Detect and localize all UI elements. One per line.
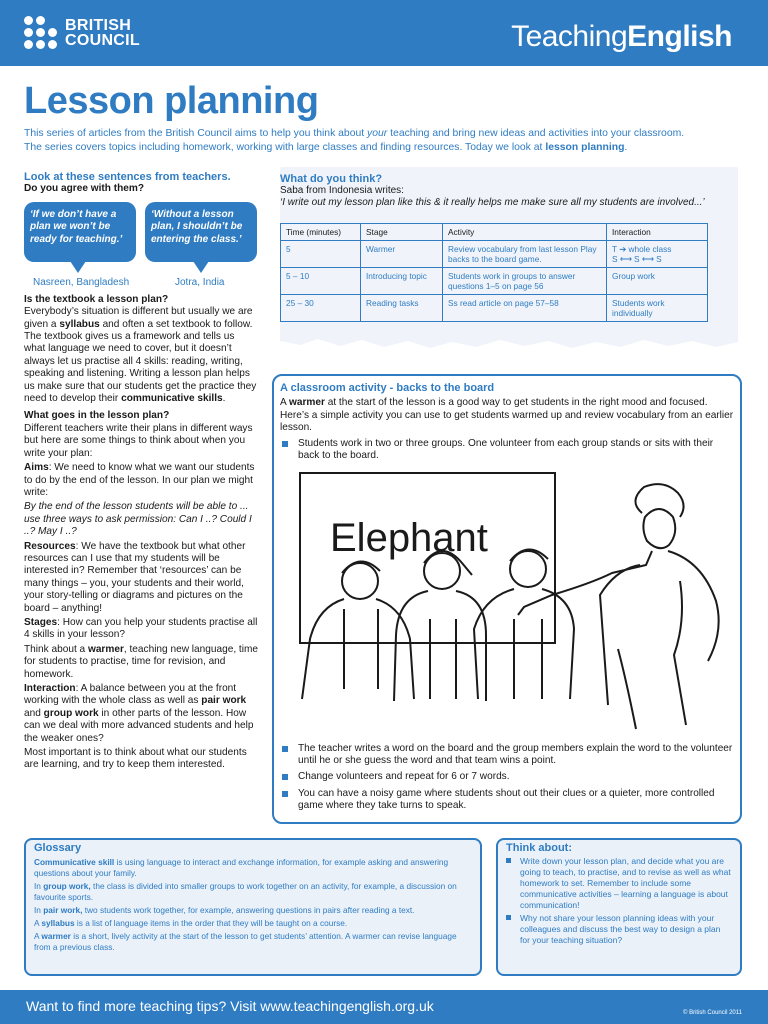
cell-time: 5 – 10 bbox=[281, 268, 361, 295]
glossary-entry: A syllabus is a list of language items in the order that they will be taught on a course. bbox=[34, 918, 348, 928]
activity-bullet: The teacher writes a word on the board and the group members explain the word to the volunteer until he or she guess the word and that team wins a point. bbox=[280, 743, 734, 768]
glossary-entry: A warmer is a short, lively activity at the start of the lesson to get students’ attention. A warmer can revise language from a previous class. bbox=[34, 931, 457, 952]
cell-activity: Ss read article on page 57–58 bbox=[443, 295, 607, 322]
cell-interaction: Group work bbox=[607, 268, 708, 295]
what-do-you-think-panel bbox=[280, 167, 738, 353]
glossary-entry: In pair work, two students work together, for example, answering questions in pairs after reading a text. bbox=[34, 905, 415, 915]
saba-quote: ‘I write out my lesson plan like this & it really helps me make sure all my students are involved...’ bbox=[280, 197, 705, 208]
paragraph-stages: Stages: How can you help your students practise all 4 skills in your lesson? bbox=[24, 616, 258, 641]
paragraph-warmer: Think about a warmer, teaching new language, time for students to practise, time for revision, and homework. bbox=[24, 643, 259, 680]
bullet-square-icon bbox=[282, 441, 288, 447]
glossary-entry: In group work, the class is divided into smaller groups to work together on an activity, for example, a discussion on favourite sports. bbox=[34, 881, 457, 902]
table-row bbox=[281, 295, 708, 322]
question-textbook: Is the textbook a lesson plan? bbox=[24, 293, 169, 305]
intro-text: This series of articles from the British Council aims to help you think about your teaching and bring new ideas and activities into your classroom. The series covers topics including homework, working with large classes and finding resources. Today we look at lesson planning. bbox=[24, 128, 685, 153]
column-header-activity: Activity bbox=[443, 224, 607, 241]
think-about-bullet: Why not share your lesson planning ideas with your colleagues and discuss the best way to design a plan for your teaching situation? bbox=[506, 913, 732, 946]
speech-bubbles bbox=[24, 202, 258, 294]
bullet-square-icon bbox=[506, 858, 511, 863]
saba-intro: Saba from Indonesia writes: bbox=[280, 185, 404, 196]
cell-time: 5 bbox=[281, 241, 361, 268]
teachers-subheading: Do you agree with them? bbox=[24, 183, 145, 195]
table-header-row bbox=[281, 224, 708, 241]
classroom-activity-panel bbox=[272, 374, 742, 824]
header-bar bbox=[0, 0, 768, 66]
footer-bar bbox=[0, 990, 768, 1024]
glossary-entry: Communicative skill is using language to interact and exchange information, for example asking and answering questions about your family. bbox=[34, 857, 449, 878]
what-do-you-think-heading: What do you think? bbox=[280, 173, 383, 185]
bullet-square-icon bbox=[282, 791, 288, 797]
paragraph-textbook: Everybody’s situation is different but usually we are given a syllabus and often a set textbook to follow. The textbook gives us a framework and tells us what language we need to cover, but it doesn’t always let us practise all 4 skills: reading, writing, speaking and listening. Writing a lesson plan helps us make sure that our students get the practice they need to develop their communicative skills. bbox=[24, 306, 257, 405]
torn-paper-edge bbox=[280, 333, 738, 353]
page-title: Lesson planning bbox=[24, 80, 319, 122]
paragraph-plans: Different teachers write their plans in different ways but here are some things to think about when you write your plan: bbox=[24, 422, 253, 459]
left-column bbox=[24, 171, 258, 774]
bullet-square-icon bbox=[282, 774, 288, 780]
speech-bubble-nasreen: ‘If we don’t have a plan we won’t be ready for teaching.’ bbox=[24, 202, 136, 262]
column-header-stage: Stage bbox=[361, 224, 443, 241]
question-lesson-plan: What goes in the lesson plan? bbox=[24, 410, 170, 422]
think-about-bullet: Write down your lesson plan, and decide what you are going to teach, to practise, and to revise as well as what homework to set. Remember to include some communicative activities – learning a language is about communication! bbox=[506, 856, 732, 911]
british-council-logo[interactable] bbox=[24, 16, 140, 49]
activity-bullet: Students work in two or three groups. One volunteer from each group stands or sits with their back to the board. bbox=[280, 438, 734, 463]
table-row bbox=[281, 241, 708, 268]
cell-time: 25 – 30 bbox=[281, 295, 361, 322]
bullet-square-icon bbox=[506, 915, 511, 920]
paragraph-aims: Aims: We need to know what we want our students to do by the end of the lesson. In our plan we might write: bbox=[24, 462, 255, 498]
lesson-plan-table bbox=[280, 223, 708, 322]
column-header-interaction: Interaction bbox=[607, 224, 708, 241]
paragraph-interaction: Interaction: A balance between you at the front working with the whole class as well as pair work and group work in other parts of the lesson. How can we deal with more advanced students and help the weaker ones? bbox=[24, 683, 254, 744]
bullet-square-icon bbox=[282, 746, 288, 752]
classroom-illustration bbox=[280, 469, 732, 739]
british-council-dots-icon bbox=[24, 16, 57, 49]
classroom-scene-icon bbox=[280, 469, 732, 739]
activity-intro: A warmer at the start of the lesson is a good way to get students in the right mood and focused. Here’s a simple activity you can use to get students warmed up and review vocabulary from an earlier lesson. bbox=[280, 397, 734, 433]
teacher-name-jotra: Jotra, India bbox=[175, 276, 225, 288]
activity-heading: A classroom activity - backs to the board bbox=[280, 382, 495, 394]
cell-activity: Review vocabulary from last lesson Play backs to the board game. bbox=[443, 241, 607, 268]
activity-bullet: Change volunteers and repeat for 6 or 7 words. bbox=[280, 771, 734, 783]
table-row bbox=[281, 268, 708, 295]
speech-bubble-jotra: ‘Without a lesson plan, I shouldn’t be entering the class.’ bbox=[145, 202, 257, 262]
cell-stage: Reading tasks bbox=[361, 295, 443, 322]
glossary-heading: Glossary bbox=[34, 842, 82, 854]
paragraph-resources: Resources: We have the textbook but what other resources can I use that my students will be interested in? Remember that ‘resources’ can be many things – you, your students and their world, your story-telling or diagrams and pictures on the board – anything! bbox=[24, 540, 246, 614]
cell-stage: Introducing topic bbox=[361, 268, 443, 295]
teaching-english-logo[interactable]: TeachingEnglish bbox=[511, 20, 732, 53]
activity-bullet: You can have a noisy game where students shout out their clues or a quieter, more controlled game where they take turns to speak. bbox=[280, 788, 734, 813]
board-word: Elephant bbox=[330, 515, 488, 560]
copyright-text: © British Council 2011 bbox=[682, 1010, 742, 1016]
cell-interaction: Students work individually bbox=[607, 295, 708, 322]
think-about-panel bbox=[496, 838, 742, 976]
column-header-time: Time (minutes) bbox=[281, 224, 361, 241]
footer-link[interactable]: Want to find more teaching tips? Visit www.teachingenglish.org.uk bbox=[26, 998, 434, 1014]
british-council-wordmark: BRITISH COUNCIL bbox=[65, 16, 140, 49]
teacher-name-nasreen: Nasreen, Bangladesh bbox=[33, 276, 130, 288]
think-about-heading: Think about: bbox=[506, 842, 572, 854]
cell-interaction: T ➔ whole class S ⟷ S ⟷ S bbox=[607, 241, 708, 268]
paragraph-most-important: Most important is to think about what our students are learning, and try to keep them interested. bbox=[24, 747, 247, 771]
teachers-heading: Look at these sentences from teachers. bbox=[24, 171, 231, 183]
glossary-panel bbox=[24, 838, 482, 976]
cell-stage: Warmer bbox=[361, 241, 443, 268]
aims-example: By the end of the lesson students will be able to ... use three ways to ask permission: Can I ..? Could I ..? May I ..? bbox=[24, 501, 252, 538]
cell-activity: Students work in groups to answer questions 1–5 on page 56 bbox=[443, 268, 607, 295]
